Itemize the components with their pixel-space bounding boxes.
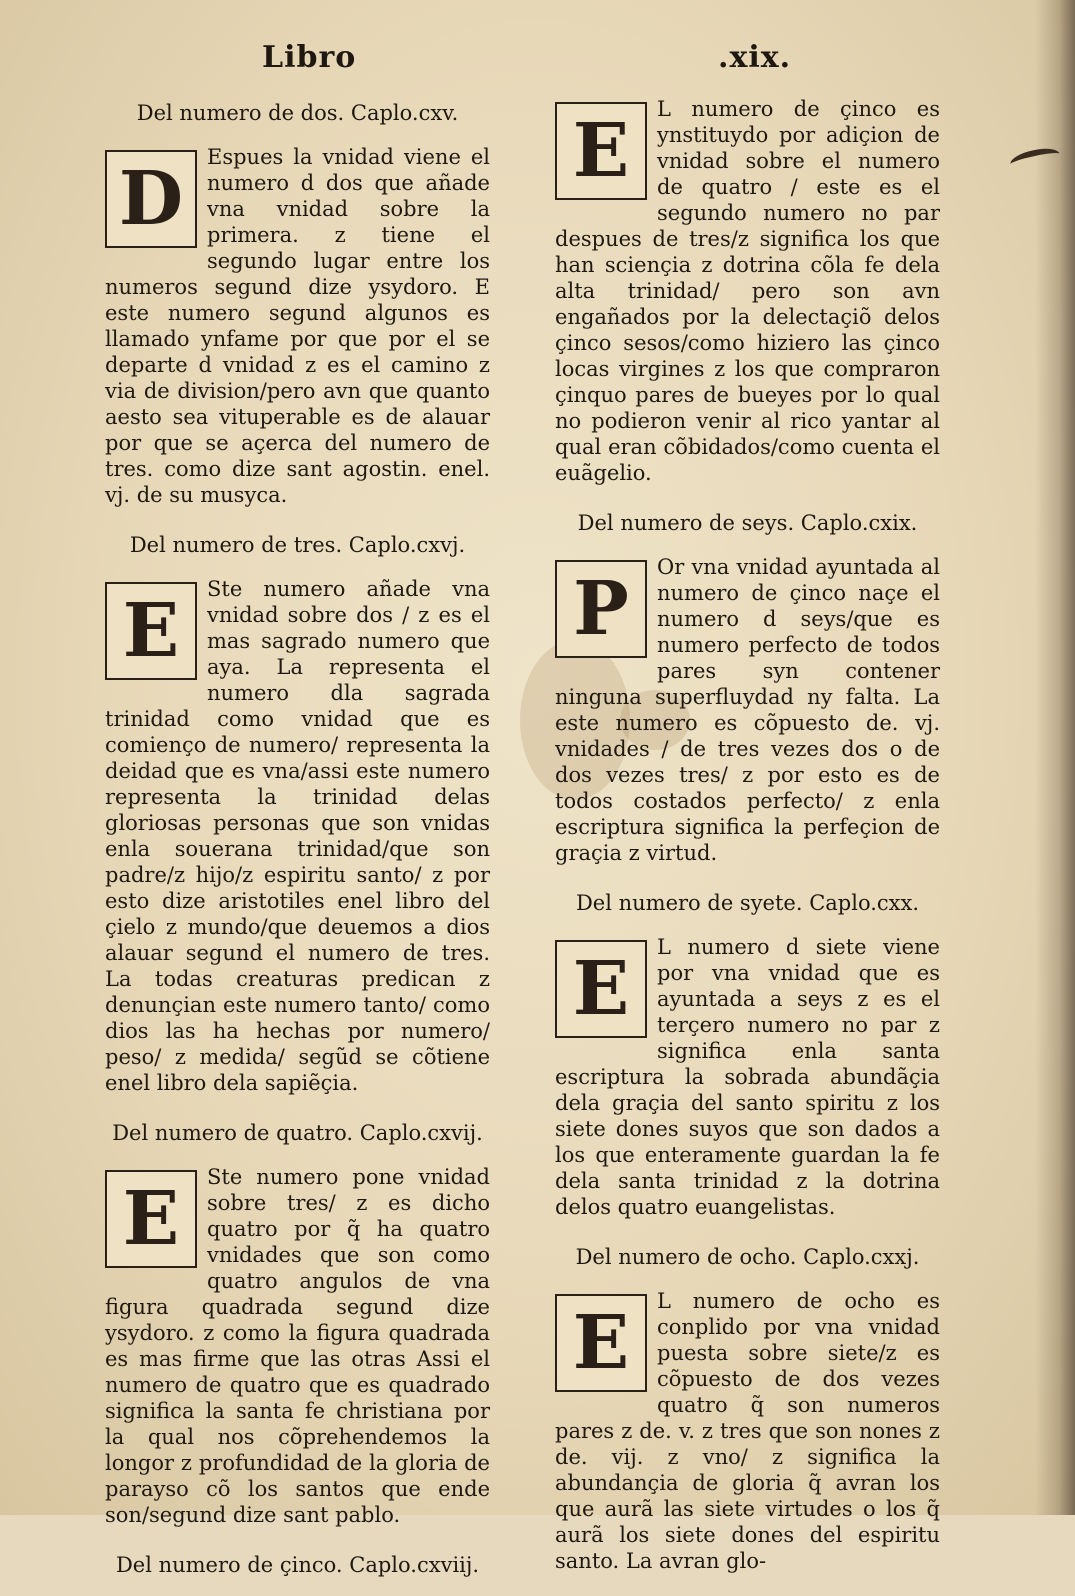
chapter-paragraph — [555, 554, 940, 866]
decorated-initial — [555, 102, 647, 200]
chapter-paragraph — [555, 96, 940, 486]
decorated-initial — [555, 560, 647, 658]
paragraph-text: L numero de ocho es conplido por vna vnidad puesta sobre siete/z es cõpuesto de dos vezes quatro q̃ son numeros pares z de. v. z tres que son nones z de. vij. z vno/ z significa la abundançia de gloria q̃ avran los que aurã las siete virtudes o los q̃ aurã los siete dones del espiritu santo. La avran glo- — [555, 1289, 940, 1573]
chapter-heading: Del numero de seys. Caplo.cxix. — [577, 511, 918, 535]
chapter-paragraph — [105, 144, 490, 508]
running-header-left: Libro — [262, 40, 357, 75]
chapter-heading: Del numero de syete. Caplo.cxx. — [575, 891, 920, 915]
binding-shadow — [1035, 0, 1075, 1515]
chapter-heading: Del numero de tres. Caplo.cxvj. — [129, 533, 466, 557]
decorated-initial — [105, 582, 197, 680]
initial-letter: E — [122, 1176, 180, 1262]
initial-letter: D — [118, 156, 184, 242]
initial-letter: E — [572, 108, 630, 194]
chapter-heading: Del numero de dos. Caplo.cxv. — [136, 101, 459, 125]
chapter-heading: Del numero de çinco. Caplo.cxviij. — [115, 1553, 480, 1577]
decorated-initial — [105, 1170, 197, 1268]
decorated-initial — [105, 150, 197, 248]
decorated-initial — [555, 1294, 647, 1392]
folio-number: .xix. — [718, 40, 792, 75]
paragraph-text: Ste numero pone vnidad sobre tres/ z es dicho quatro por q̃ ha quatro vnidades que son como quatro angulos de vna figura quadrada segund dize ysydoro. z como la figura quadrada es mas firme que las otras Assi el numero de quatro que es quadrado significa la santa fe christiana por la qual nos cõprehendemos la longor z profundidad de la gloria de parayso cõ los santos que ende son/segund dize sant pablo. — [105, 1165, 490, 1527]
initial-letter: E — [122, 588, 180, 674]
initial-letter: E — [572, 946, 630, 1032]
chapter-heading: Del numero de quatro. Caplo.cxvij. — [112, 1121, 483, 1145]
paragraph-text: Ste numero añade vna vnidad sobre dos / z es el mas sagrado numero que aya. La representa el numero dla sagrada trinidad como vnidad que es comienço de numero/ representa la deidad que es vna/assi este numero representa la trinidad delas gloriosas personas que son vnidas enla souerana trinidad/que son padre/z hijo/z espiritu santo/ z por esto dize aristotiles enel libro del çielo z mundo/que deuemos a dios alauar segund el numero de tres. La todas creaturas predican z denunçian este numero tanto/ como dios las ha hechas por numero/ peso/ z medida/ segũd se cõtiene enel libro dela sapiẽçia. — [105, 577, 490, 1095]
chapter-heading: Del numero de ocho. Caplo.cxxj. — [575, 1245, 920, 1269]
decorated-initial — [555, 940, 647, 1038]
paragraph-text: L numero d siete viene por vna vnidad que es ayuntada a seys z es el terçero numero no par z significa enla santa escriptura la sobrada abundãçia dela graçia del santo spiritu z los siete dones suyos que son dados a los que enteramente guardan la fe dela santa trinidad z la dotrina delos quatro euangelistas. — [555, 935, 940, 1219]
chapter-paragraph — [105, 576, 490, 1096]
paragraph-text: Or vna vnidad ayuntada al numero de çinco naçe el numero d seys/que es numero perfecto de todos pares syn contener ninguna superfluydad ny falta. La este numero es cõpuesto de. vj. vnidades / de tres vezes dos o de dos vezes tres/ z por esto es de todos costados perfecto/ z enla escriptura significa la perfeçion de graçia z virtud. — [555, 555, 940, 865]
initial-letter: P — [573, 566, 629, 652]
chapter-paragraph — [555, 934, 940, 1220]
chapter-paragraph — [105, 1164, 490, 1528]
paragraph-text: Espues la vnidad viene el numero d dos que añade vna vnidad sobre la primera. z tiene el segundo lugar entre los numeros segund dize ysydoro. E este numero segund algunos es llamado ynfame por que por el se departe d vnidad z es el camino z via de division/pero avn que quanto aesto sea vituperable es de alauar por que se açerca del numero de tres. como dize sant agostin. enel. vj. de su musyca. — [105, 145, 490, 507]
left-column — [105, 96, 490, 1596]
initial-letter: E — [572, 1300, 630, 1386]
right-column — [555, 96, 940, 1594]
chapter-paragraph — [555, 1288, 940, 1574]
paragraph-text: L numero de çinco es ynstituydo por adiçion de vnidad sobre el numero de quatro / este es el segundo numero no par despues de tres/z significa los que han sciençia z dotrina cõla fe dela alta trinidad/ pero son avn engañados por la delectaçiõ delos çinco sesos/como hiziero las çinco locas virgines z los que compraron çinquo pares de bueyes por lo qual no podieron venir al rico yantar al qual eran cõbidados/como cuenta el euãgelio. — [555, 97, 940, 485]
